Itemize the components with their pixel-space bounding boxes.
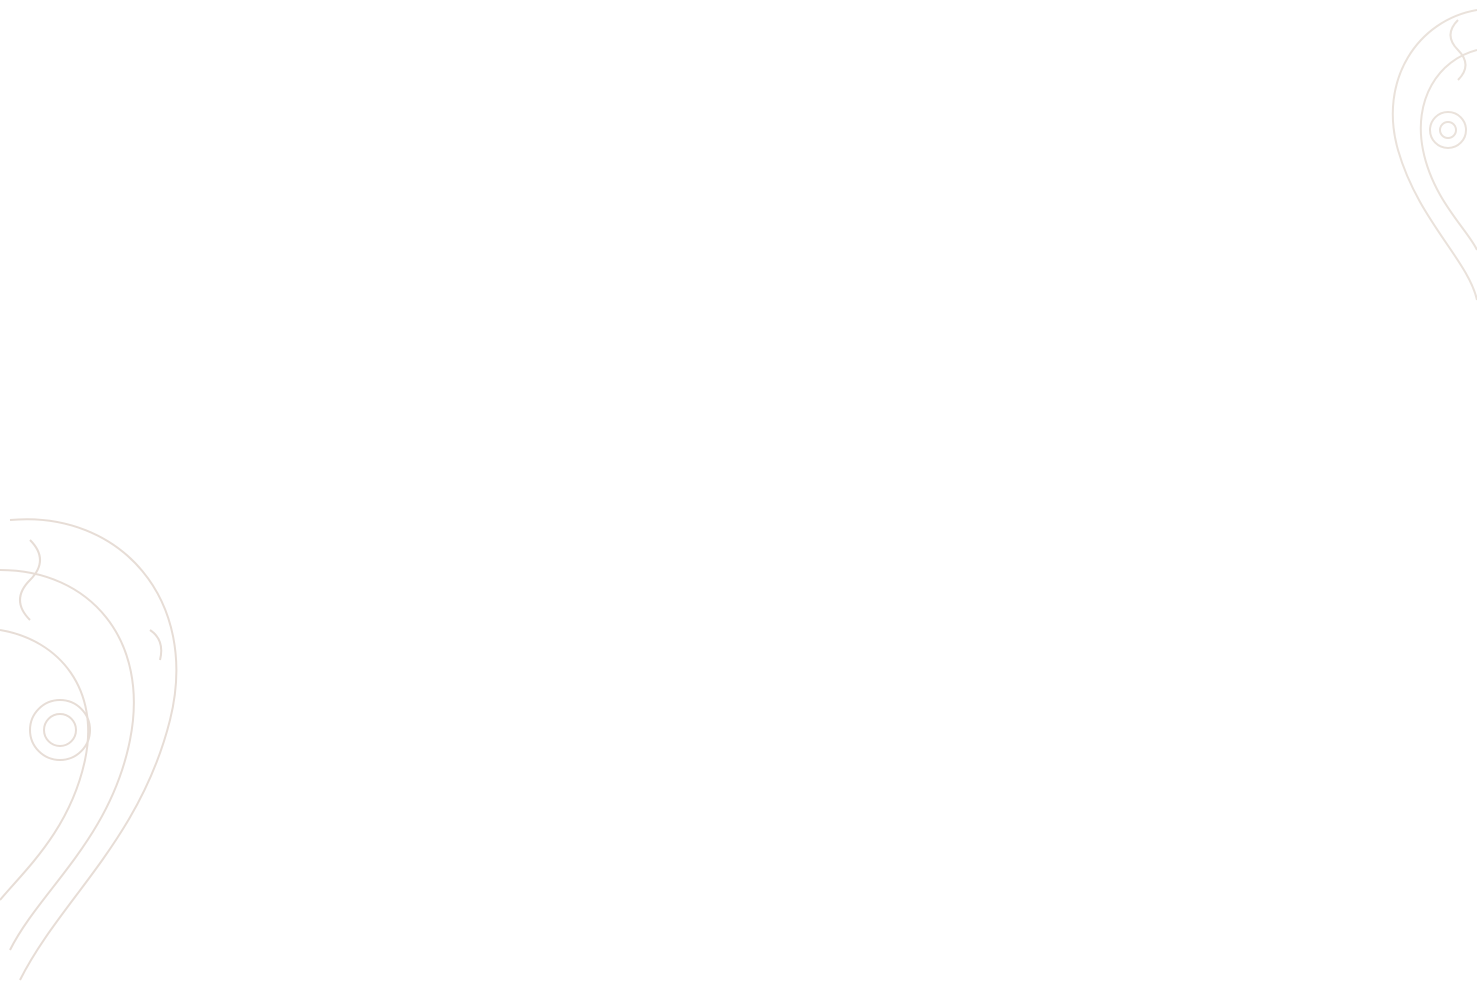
left-page: [0, 0, 738, 1000]
right-page: [738, 0, 1477, 1000]
paisley-ornament-left: [0, 480, 230, 1000]
paisley-ornament-right: [1358, 0, 1477, 330]
